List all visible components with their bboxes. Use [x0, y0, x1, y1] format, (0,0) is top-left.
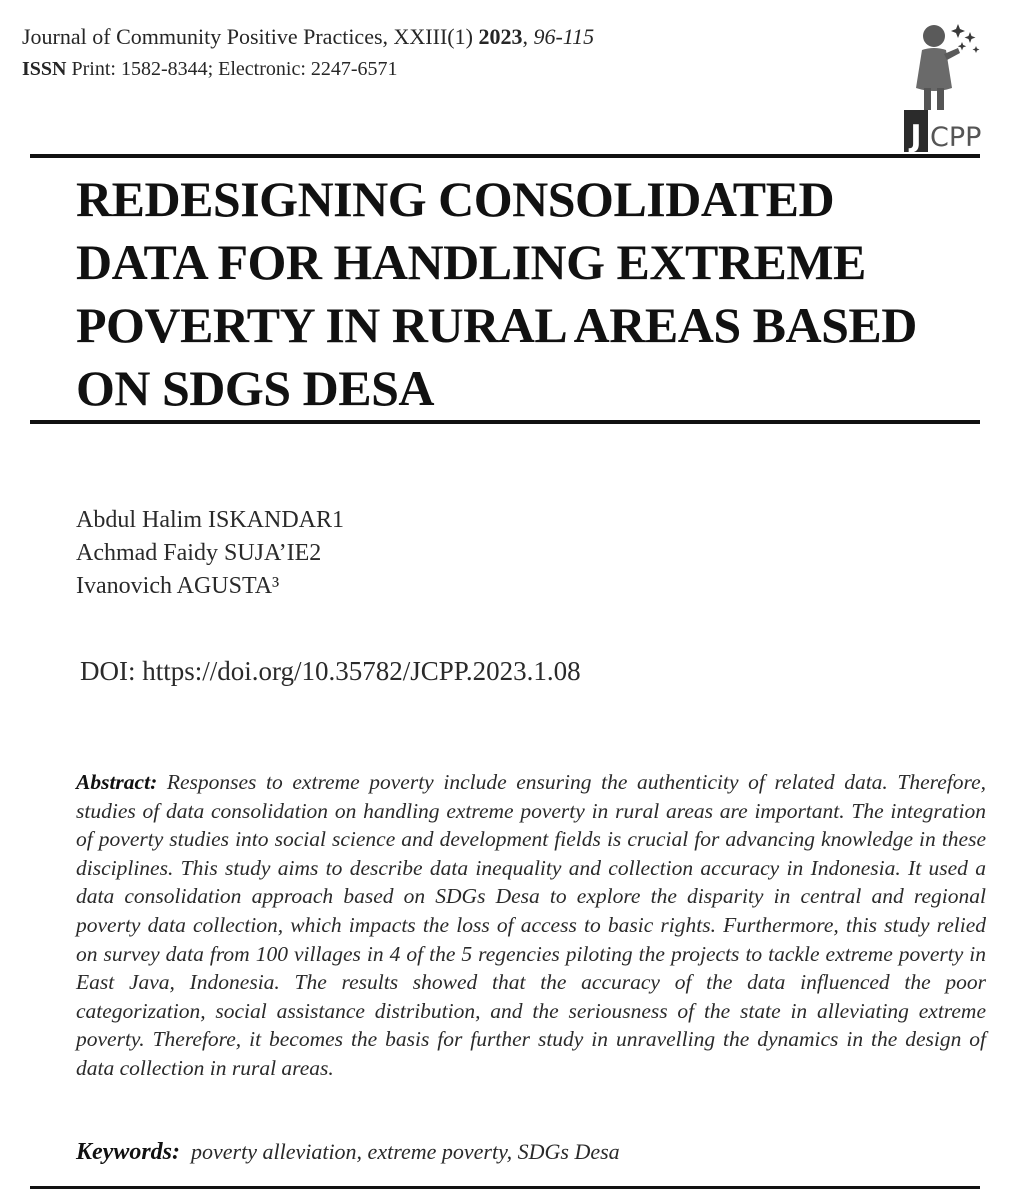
title-line: POVERTY IN RURAL AREAS BASED — [76, 297, 917, 353]
logo-j-letter: J — [910, 119, 922, 154]
abstract-label: Abstract: — [76, 770, 158, 794]
title-line: DATA FOR HANDLING EXTREME — [76, 234, 866, 290]
journal-pages: 96-115 — [533, 24, 595, 49]
logo-cpp-letters: CPP — [930, 122, 982, 153]
author-name: Achmad Faidy SUJA’IE2 — [76, 540, 322, 566]
title-rule-bottom — [30, 420, 980, 424]
issn-line — [22, 57, 398, 81]
journal-citation — [22, 24, 594, 50]
title-line: ON SDGS DESA — [76, 360, 434, 416]
journal-year: 2023 — [478, 24, 523, 49]
year-separator: , — [522, 24, 534, 49]
issn-numbers: Print: 1582-8344; Electronic: 2247-6571 — [66, 58, 398, 80]
title-rule-top — [30, 154, 980, 158]
issn-label: ISSN — [22, 58, 67, 80]
footer-rule — [30, 1186, 980, 1189]
author-name: Ivanovich AGUSTA³ — [76, 573, 280, 599]
jcpp-logo — [900, 18, 996, 158]
title-line: REDESIGNING CONSOLIDATED — [76, 171, 835, 227]
abstract-text: Responses to extreme poverty include ensuring the authenticity of related data. Therefore, studies of data consolidation on handling extreme poverty in rural areas are important. The integration of poverty studies into social science and development fields is crucial for advancing knowledge in these disciplines. This study aims to describe data inequality and collection accuracy in Indonesia. It used a data consolidation approach based on SDGs Desa to explore the disparity in central and regional poverty data collection, which impacts the loss of access to basic rights. Furthermore, this study relied on survey data from 100 villages in 4 of the 5 regencies piloting the projects to tackle extreme poverty in East Java, Indonesia. The results showed that the accuracy of the data influenced the poor categorization, social assistance distribution, and the seriousness of the state in alleviating extreme poverty. Therefore, it becomes the basis for further study in unravelling the dynamics in the design of data collection in rural areas. — [76, 770, 986, 1080]
abstract — [76, 768, 986, 1083]
doi-link[interactable]: DOI: https://doi.org/10.35782/JCPP.2023.1.08 — [80, 656, 581, 686]
keywords — [76, 1137, 620, 1167]
juggling-figure-icon — [916, 24, 980, 110]
paper-title — [76, 168, 956, 420]
keywords-text: poverty alleviation, extreme poverty, SDGs Desa — [191, 1139, 620, 1164]
keywords-label: Keywords: — [76, 1139, 180, 1165]
author-name: Abdul Halim ISKANDAR1 — [76, 507, 344, 533]
journal-name: Journal of Community Positive Practices, XXIII(1) — [22, 24, 479, 49]
author-list — [76, 504, 344, 603]
